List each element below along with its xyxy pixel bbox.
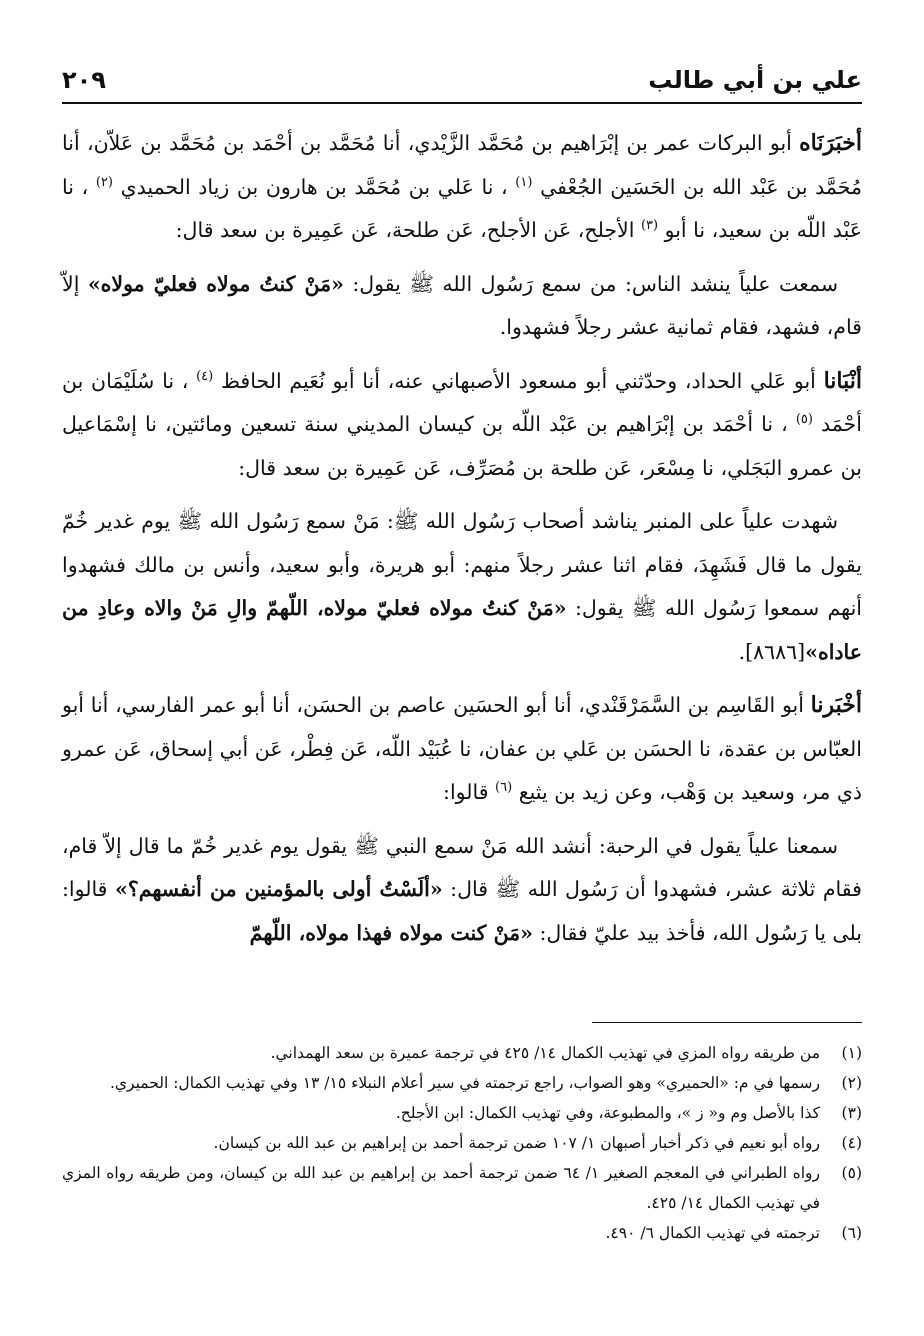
text-run: سمعنا علياً يقول في الرحبة: أنشد الله مَنْ سمع النبي ﷺ يقول يوم غدير خُمّ ما قال إلاّ قام، فقام ثلاثة عشر، فشهدوا أن رَسُول الله ﷺ قال: [62,833,862,901]
footnote-reference: (٤) [196,368,214,384]
page-header [62,64,862,104]
hadith-quote: «مَنْ كنتُ مولاه فعليّ مولاه، اللّهمّ والِ مَنْ والاه وعادِ من عاداه» [62,596,862,664]
footnote [62,1128,862,1158]
text-run: أبو القَاسِم بن السَّمَرْقَنْدي، أنا أبو الحسَين عاصم بن الحسَن، أنا أبو عمر الفارسي، أنا أبو العبّاس بن عقدة، نا الحسَن بن عَلي بن عفان، نا عُبَيْد اللّه، عَن فِطْر، عَن أبي إسحاق، عَن عمرو ذي مر، وسعيد بن وَهْب، وعن زيد بن يثيع [62,693,862,804]
footnote [62,1038,862,1068]
paragraph [62,684,862,815]
page-number: ٢٠٩ [62,66,106,94]
footnote-number: (٤) [841,1134,862,1152]
text-run: أبو البركات عمر بن إبْرَاهيم بن مُحَمَّد الزَّيْدي، أنا مُحَمَّد بن أحْمَد بن مُحَمَّد بن عَلاّن، أنا مُحَمَّد بن عَبْد الله بن الحَسَين الجُعْفي [62,131,862,199]
paragraph [62,263,862,350]
footnote [62,1098,862,1128]
text-run: ، نا سُلَيْمَان بن أحْمَد [62,368,862,436]
text-run: أبو عَلي الحداد، وحدّثني أبو مسعود الأصبهاني عنه، أنا أبو نُعَيم الحافظ [213,368,824,393]
footnote-number: (٦) [841,1224,862,1242]
text-run: ، نا عَلي بن مُحَمَّد بن هارون بن زياد الحميدي [112,174,516,199]
footnote-text: كذا بالأصل وم و« ز »، والمطبوعة، وفي تهذيب الكمال: ابن الأجلح. [395,1104,820,1122]
footnote-reference: (٢) [95,174,113,190]
footnote [62,1158,862,1218]
footnote-text: رسمها في م: «الحميري» وهو الصواب، راجع ترجمته في سير أعلام النبلاء ١٥/ ١٣ وفي تهذيب الكمال: الحميري. [110,1074,820,1092]
text-run: ، نا عَبْد اللّه بن سعيد، نا أبو [62,174,862,242]
footnote [62,1218,862,1248]
footnote-text: من طريقه رواه المزي في تهذيب الكمال ١٤/ ٤٢٥ في ترجمة عميرة بن سعد الهمداني. [270,1044,820,1062]
paragraph [62,500,862,674]
footnote [62,1068,862,1098]
footnote-text: ترجمته في تهذيب الكمال ٦/ ٤٩٠. [605,1224,820,1242]
footnote-number: (٢) [841,1074,862,1092]
footnote-number: (٥) [841,1164,862,1182]
text-run: إلاّ قام، فشهد، فقام ثمانية عشر رجلاً فشهدوا. [62,271,862,339]
text-run: قالوا: [443,780,496,804]
footnote-reference: (٦) [495,780,513,796]
text-run: الأجلح، عَن الأجلح، عَن طلحة، عَن عَمِيرة بن سعد قال: [175,218,641,242]
paragraph [62,360,862,491]
footnote-reference: (٣) [640,218,659,234]
footnote-reference: (٥) [795,412,813,428]
text-run: قالوا: بلى يا رَسُول الله، فأخذ بيد عليّ فقال: [62,877,862,945]
footnote-divider [592,1022,862,1023]
running-title: علي بن أبي طالب [648,66,862,94]
footnote-number: (٣) [841,1104,862,1122]
footnote-text: رواه الطبراني في المعجم الصغير ١/ ٦٤ ضمن ترجمة أحمد بن إبراهيم بن عبد الله بن كيسان، ومن طريقه رواه المزي في تهذيب الكمال ١٤/ ٤٢٥. [62,1164,821,1212]
isnad-lead-word: أخْبَرنا [810,692,862,718]
text-run: سمعت علياً ينشد الناس: من سمع رَسُول الله ﷺ يقول: [343,271,839,296]
main-text [62,122,862,965]
footnote-reference: (١) [515,174,533,190]
hadith-quote: «مَنْ كنتُ مولاه فعليّ مولاه» [87,271,344,296]
hadith-quote: «ألَسْتُ أولى بالمؤمنين من أنفسهم؟» [115,877,443,901]
paragraph [62,122,862,253]
paragraph [62,825,862,956]
isnad-lead-word: أخبَرَنَاه [799,130,862,156]
hadith-quote: «مَنْ كنت مولاه فهذا مولاه، اللّهمّ [249,920,533,945]
text-run: [٨٦٨٦]. [738,639,806,664]
text-run: شهدت علياً على المنبر يناشد أصحاب رَسُول الله ﷺ: مَنْ سمع رَسُول الله ﷺ يوم غدير خُمّ يقول ما قال فَشَهِدَ، فقام اثنا عشر رجلاً منهم: أبو هريرة، وأبو سعيد، وأنس بن مالك فشهدوا أنهم سمعوا رَسُول الله ﷺ يقول: [62,509,863,620]
footnote-text: رواه أبو نعيم في ذكر أخبار أصبهان ١/ ١٠٧ ضمن ترجمة أحمد بن إبراهيم بن عبد الله بن كيسان. [213,1134,820,1152]
text-run: ، نا أحْمَد بن إبْرَاهيم بن عَبْد اللّه بن كيسان المديني سنة تسعين ومائتين، نا إسْمَاعيل بن عمرو البَجَلي، نا مِسْعَر، عَن طلحة بن مُصَرِّف، عَن عَمِيرة بن سعد قال: [62,412,862,480]
isnad-lead-word: أنْبَانا [823,367,862,394]
footnote-number: (١) [841,1044,862,1062]
footnotes [62,1038,862,1248]
